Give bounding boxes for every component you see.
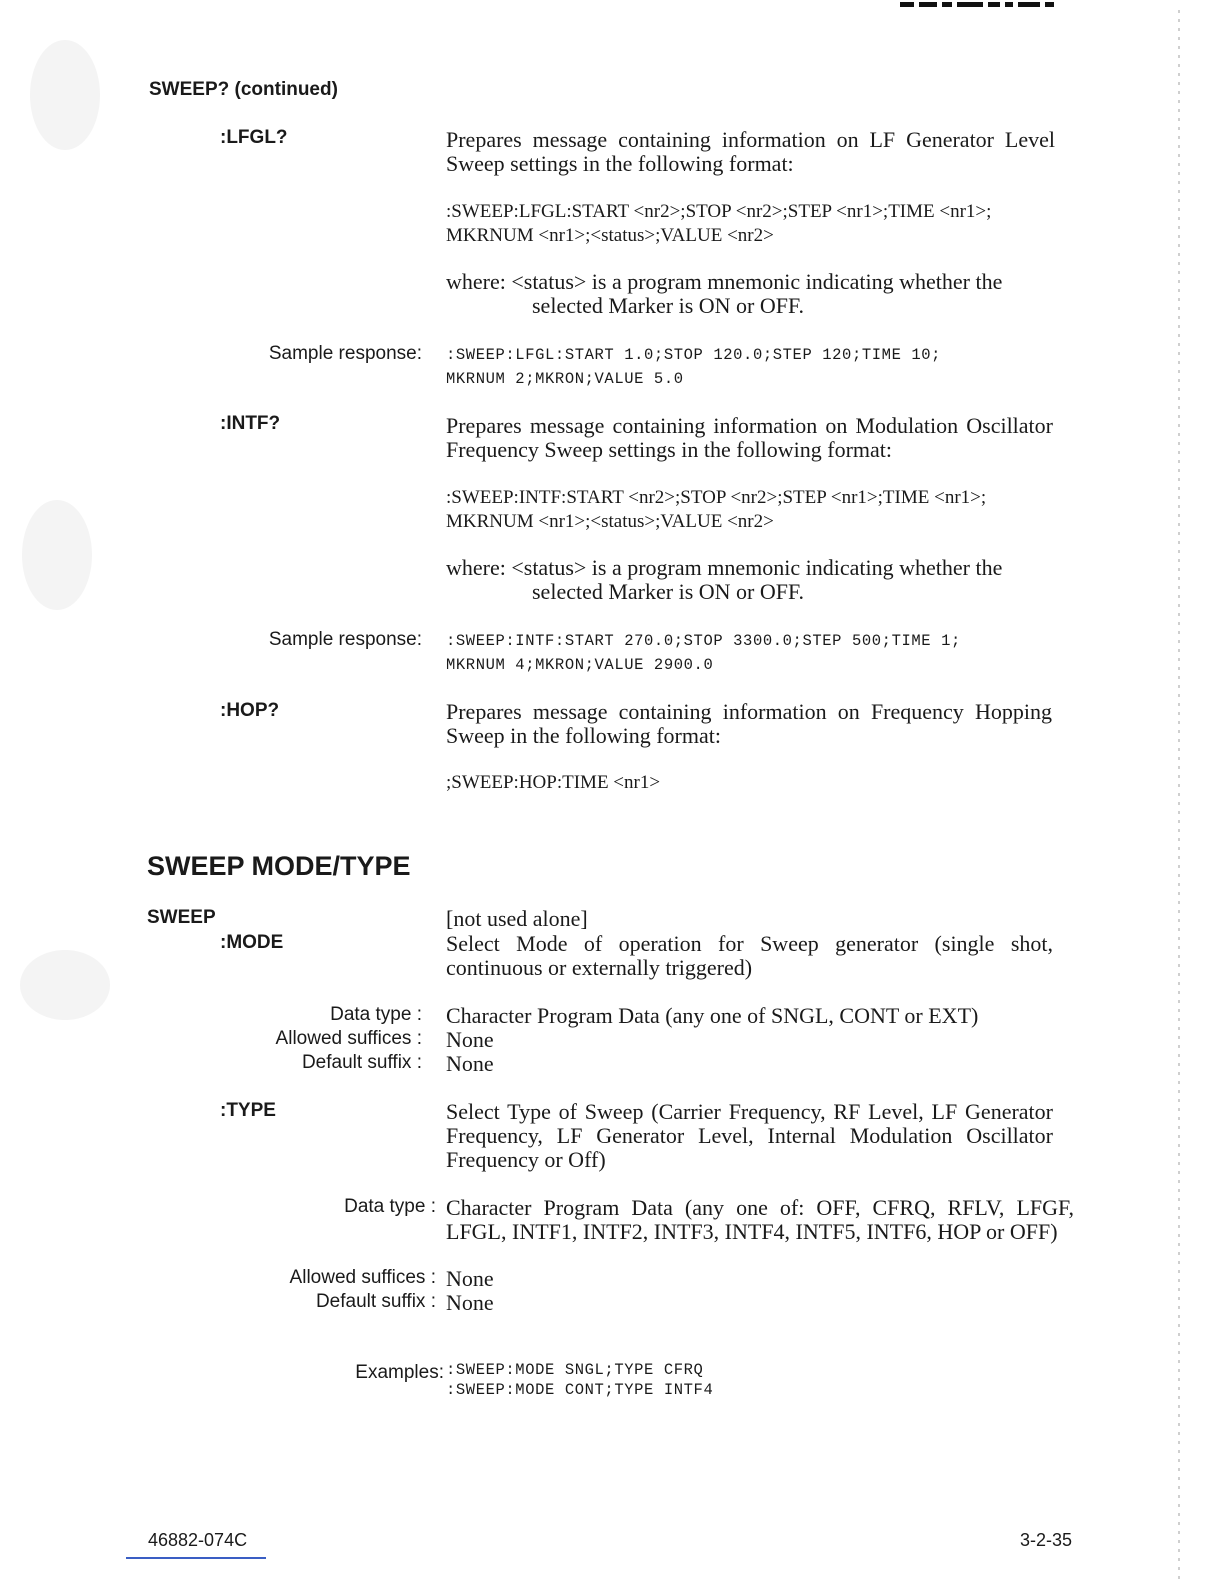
sweep-description: [not used alone] [446,906,588,931]
intf-command: :INTF? [220,413,281,434]
intf-sample-line1: :SWEEP:INTF:START 270.0;STOP 3300.0;STEP 500;TIME 1; [446,632,961,650]
intf-where-line2: selected Marker is ON or OFF. [532,579,804,604]
type-label: :TYPE [220,1100,276,1121]
examples [446,1360,1046,1400]
intf-format-line2: MKRNUM <nr1>;<status>;VALUE <nr2> [446,511,774,532]
lfgl-where-line2: selected Marker is ON or OFF. [532,293,804,318]
scan-smudge [20,950,110,1020]
type-default-label: Default suffix : [315,1291,436,1312]
mode-data-type-label: Data type : [330,1004,422,1025]
footer-left: 46882-074C [148,1530,248,1550]
lfgl-sample-response [446,343,1086,391]
examples-label: Examples: [355,1362,444,1383]
sweep-label: SWEEP [147,907,216,928]
type-suffices-label: Allowed suffices : [289,1267,436,1288]
example-line1: :SWEEP:MODE SNGL;TYPE CFRQ [446,1361,704,1379]
intf-sample-line2: MKRNUM 4;MKRON;VALUE 2900.0 [446,656,714,674]
hop-description: Prepares message containing information on Frequency Hopping Sweep in the following format: [446,699,1052,748]
scan-header-marks [900,2,1078,10]
type-data-type-label: Data type : [344,1196,436,1217]
lfgl-where [446,270,1066,318]
mode-description: Select Mode of operation for Sweep generator (single shot, continuous or externally triggered) [446,931,1053,980]
footer-right: 3-2-35 [1019,1530,1072,1550]
lfgl-format-line2: MKRNUM <nr1>;<status>;VALUE <nr2> [446,225,774,246]
mode-label: :MODE [220,932,284,953]
intf-format-line1: :SWEEP:INTF:START <nr2>;STOP <nr2>;STEP <nr1>;TIME <nr1>; [446,487,987,508]
mode-suffices-value: None [446,1027,494,1052]
lfgl-format-line1: :SWEEP:LFGL:START <nr2>;STOP <nr2>;STEP <nr1>;TIME <nr1>; [446,201,992,222]
lfgl-format [446,200,1086,248]
mode-default-label: Default suffix : [301,1052,422,1073]
intf-where-line1: where: <status> is a program mnemonic indicating whether the [446,555,1003,580]
lfgl-sample-line2: MKRNUM 2;MKRON;VALUE 5.0 [446,370,684,388]
scan-smudge [22,500,92,610]
type-data-type-value: Character Program Data (any one of: OFF, CFRQ, RFLV, LFGF, LFGL, INTF1, INTF2, INTF3, INTF4, INTF5, INTF6, HOP or OFF) [446,1195,1074,1244]
type-suffices-value: None [446,1266,494,1291]
lfgl-description: Prepares message containing information on LF Generator Level Sweep settings in the following format: [446,127,1055,176]
intf-sample-response [446,629,1106,677]
hop-command: :HOP? [220,700,280,721]
section-heading-text: SWEEP? (continued) [149,79,338,100]
hop-format-line1: ;SWEEP:HOP:TIME <nr1> [446,772,661,793]
intf-description: Prepares message containing information on Modulation Oscillator Frequency Sweep settings in the following format: [446,413,1053,462]
mode-default-value: None [446,1051,494,1076]
mode-data-type-value: Character Program Data (any one of SNGL, CONT or EXT) [446,1003,979,1028]
lfgl-sample-line1: :SWEEP:LFGL:START 1.0;STOP 120.0;STEP 120;TIME 10; [446,346,942,364]
intf-sample-label: Sample response: [268,629,422,650]
lfgl-sample-label: Sample response: [268,343,422,364]
intf-where [446,556,1066,604]
intf-format [446,486,1086,534]
mode-suffices-label: Allowed suffices : [275,1028,422,1049]
lfgl-command: :LFGL? [220,127,288,148]
type-description: Select Type of Sweep (Carrier Frequency, RF Level, LF Generator Frequency, LF Generator Level, Internal Modulation Oscillator Frequency or Off) [446,1099,1053,1172]
lfgl-where-line1: where: <status> is a program mnemonic indicating whether the [446,269,1003,294]
scan-smudge [30,40,100,150]
mode-type-heading: SWEEP MODE/TYPE [147,851,411,881]
example-line2: :SWEEP:MODE CONT;TYPE INTF4 [446,1381,714,1399]
scan-page-edge [1178,10,1180,1580]
footer-rule [126,1557,266,1559]
section-heading [149,79,338,101]
type-default-value: None [446,1290,494,1315]
